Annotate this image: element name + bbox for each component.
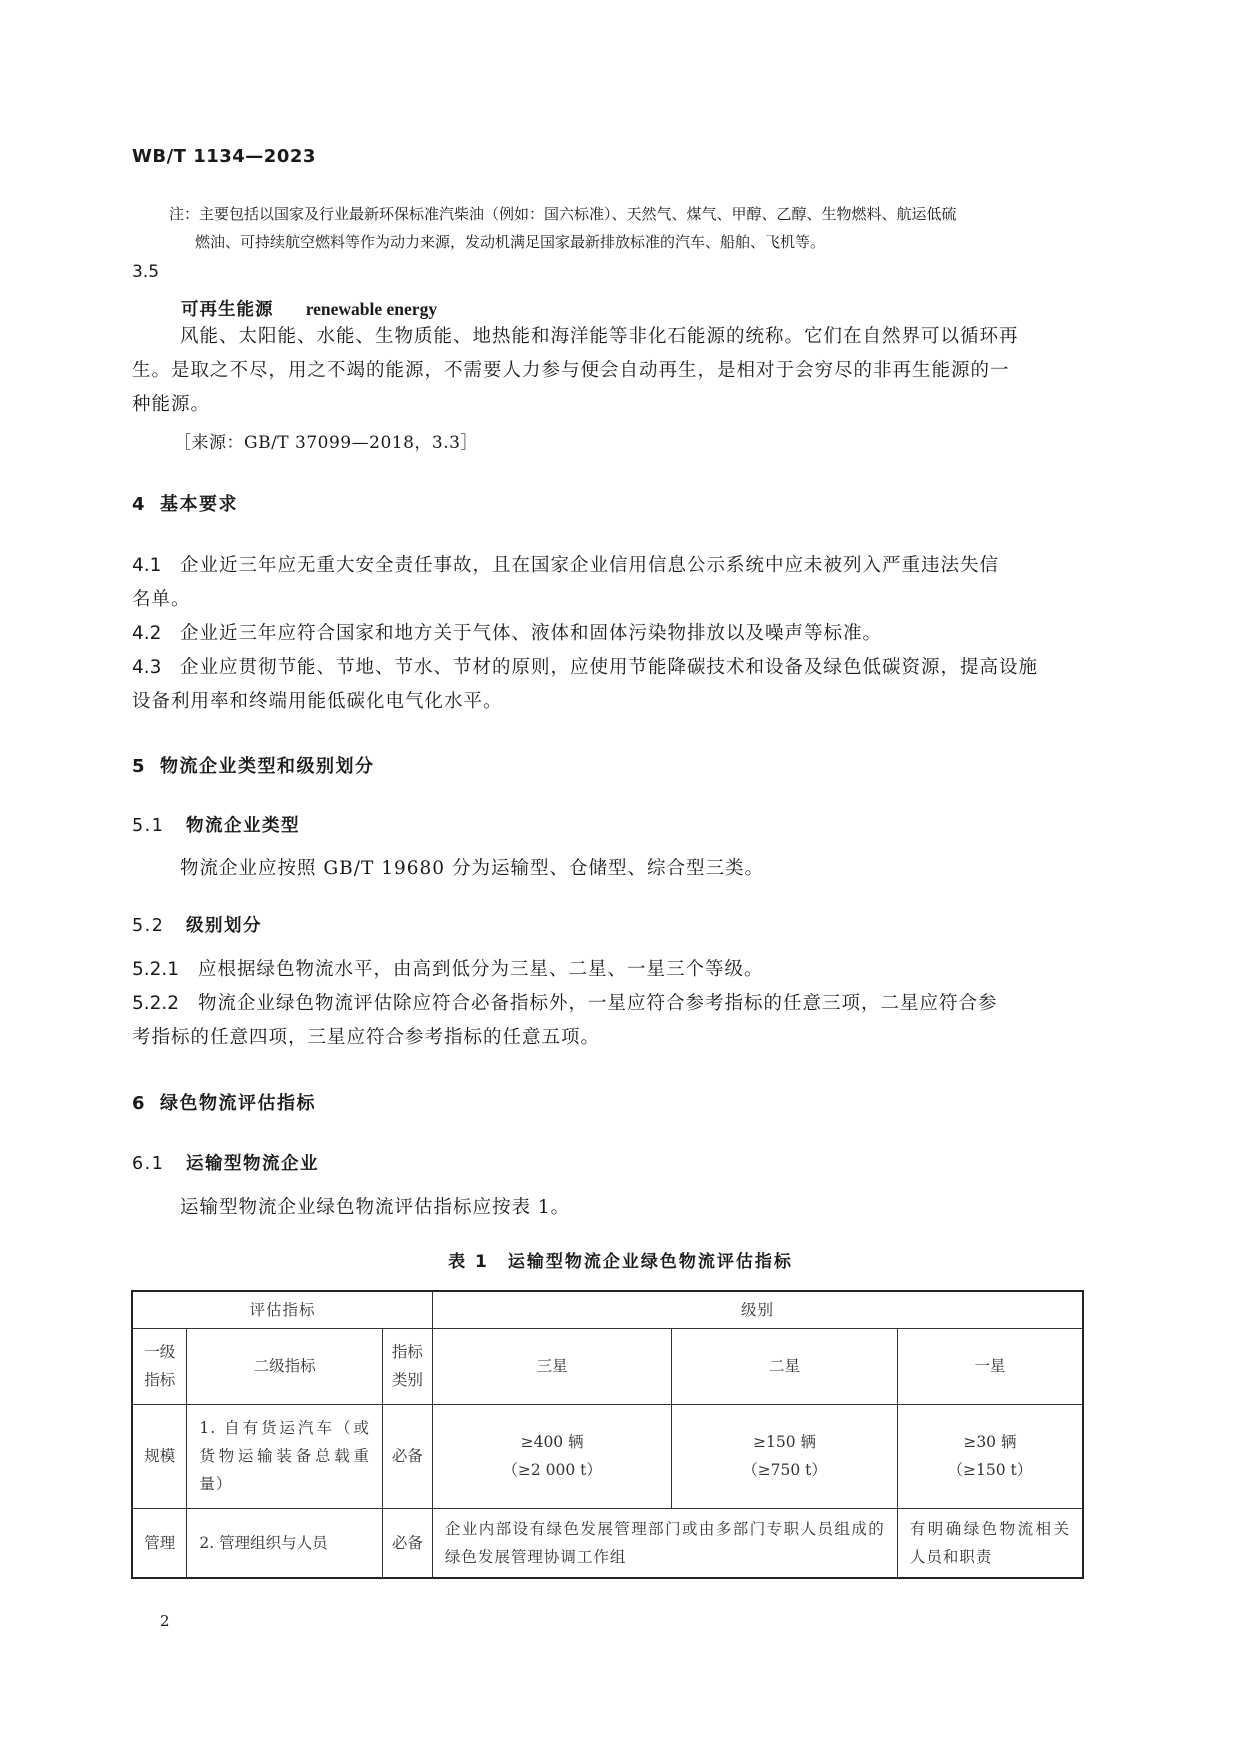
row-mgmt-l2: 2. 管理组织与人员 (187, 1508, 383, 1578)
row-scale-l1: 规模 (132, 1404, 187, 1508)
table-1 (131, 1290, 1084, 1579)
term-heading (181, 296, 437, 321)
section-5-number: 5 (132, 756, 147, 777)
row-scale-type: 必备 (382, 1404, 432, 1508)
section-5-2-number: 5.2 (132, 916, 165, 936)
row-mgmt-l1: 管理 (132, 1508, 187, 1578)
section-6-1-heading (132, 1150, 319, 1175)
clause-4-3-number: 4.3 (132, 657, 162, 678)
note-line-1: 注：主要包括以国家及行业最新环保标准汽柴油（例如：国六标准）、天然气、煤气、甲醇、乙醇、生物燃料、航运低硫 (169, 205, 957, 223)
row-scale-one-star: ≥30 辆 （≥150 t） (897, 1404, 1083, 1508)
clause-4-3 (132, 651, 1088, 719)
clause-4-3-line-2: 设备利用率和终端用能低碳化电气化水平。 (132, 691, 503, 712)
section-5-1-number: 5.1 (132, 816, 165, 836)
clause-5-2-1-number: 5.2.1 (132, 959, 180, 980)
clause-5-2-2-number: 5.2.2 (132, 993, 180, 1014)
row-mgmt-one-star: 有明确绿色物流相关人员和职责 (897, 1508, 1083, 1578)
header-level: 级别 (432, 1291, 1083, 1328)
row-mgmt-three-two-star: 企业内部设有绿色发展管理部门或由多部门专职人员组成的绿色发展管理协调工作组 (432, 1508, 897, 1578)
section-5-1-title: 物流企业类型 (186, 816, 300, 836)
page-number: 2 (160, 1612, 170, 1630)
section-5-heading (132, 752, 375, 778)
section-6-1-number: 6.1 (132, 1154, 165, 1174)
section-6-title: 绿色物流评估指标 (160, 1093, 316, 1114)
term-source: ［来源：GB/T 37099—2018，3.3］ (174, 433, 478, 453)
definition-line-2: 生。是取之不尽，用之不竭的能源，不需要人力参与便会自动再生，是相对于会穷尽的非再生能源的一 (132, 360, 1010, 381)
table-header-row-2 (132, 1328, 1083, 1404)
section-4-number: 4 (132, 494, 147, 515)
section-5-2-heading (132, 912, 262, 937)
clause-4-1-line-1: 企业近三年应无重大安全责任事故，且在国家企业信用信息公示系统中应未被列入严重违法失信 (180, 555, 1000, 576)
clause-5-2-1 (132, 953, 1088, 987)
section-6-number: 6 (132, 1093, 147, 1114)
clause-5-2-2 (132, 987, 1088, 1055)
section-6-heading (132, 1089, 316, 1115)
section-5-title: 物流企业类型和级别划分 (160, 756, 375, 777)
note-block (169, 200, 1089, 256)
definition-line-3: 种能源。 (132, 394, 211, 415)
clause-4-1 (132, 549, 1088, 617)
row-scale-three-star: ≥400 辆 （≥2 000 t） (432, 1404, 671, 1508)
header-two-star: 二星 (672, 1328, 898, 1404)
clause-4-3-line-1: 企业应贯彻节能、节地、节水、节材的原则，应使用节能降碳技术和设备及绿色低碳资源，提高设施 (180, 657, 1039, 678)
row-scale-two-star: ≥150 辆 （≥750 t） (672, 1404, 898, 1508)
row-scale-l2: 1. 自有货运汽车（或货物运输装备总载重量） (187, 1404, 383, 1508)
clause-5-2-1-text: 应根据绿色物流水平，由高到低分为三星、二星、一星三个等级。 (198, 959, 764, 980)
clause-number-3-5: 3.5 (132, 262, 160, 282)
header-one-star: 一星 (897, 1328, 1083, 1404)
term-zh: 可再生能源 (181, 300, 274, 320)
header-level-2-indicator: 二级指标 (187, 1328, 383, 1404)
section-4-heading (132, 490, 238, 516)
table-row (132, 1404, 1083, 1508)
section-5-1-text: 物流企业应按照 GB/T 19680 分为运输型、仓储型、综合型三类。 (180, 858, 764, 879)
section-6-1-title: 运输型物流企业 (186, 1154, 319, 1174)
term-en: renewable energy (305, 299, 438, 319)
note-line-2: 燃油、可持续航空燃料等作为动力来源，发动机满足国家最新排放标准的汽车、船舶、飞机等。 (195, 233, 826, 251)
table-1-title: 表 1 运输型物流企业绿色物流评估指标 (448, 1252, 793, 1272)
clause-4-2 (132, 617, 1088, 651)
row-mgmt-type: 必备 (382, 1508, 432, 1578)
definition-line-1: 风能、太阳能、水能、生物质能、地热能和海洋能等非化石能源的统称。它们在自然界可以循环再 (180, 326, 1019, 347)
header-indicator-type: 指标 类别 (382, 1328, 432, 1404)
header-level-1-indicator: 一级 指标 (132, 1328, 187, 1404)
clause-4-1-number: 4.1 (132, 555, 162, 576)
term-definition (132, 320, 1088, 422)
section-5-1-heading (132, 812, 300, 837)
section-6-1-text: 运输型物流企业绿色物流评估指标应按表 1。 (180, 1197, 571, 1218)
section-5-2-title: 级别划分 (186, 916, 262, 936)
header-eval-indicators: 评估指标 (132, 1291, 432, 1328)
section-4-title: 基本要求 (160, 494, 238, 515)
clause-5-2-2-line-2: 考指标的任意四项，三星应符合参考指标的任意五项。 (132, 1027, 601, 1048)
clause-4-2-text: 企业近三年应符合国家和地方关于气体、液体和固体污染物排放以及噪声等标准。 (180, 623, 883, 644)
document-code: WB/T 1134—2023 (132, 146, 316, 167)
clause-5-2-2-line-1: 物流企业绿色物流评估除应符合必备指标外，一星应符合参考指标的任意三项，二星应符合参 (198, 993, 998, 1014)
header-three-star: 三星 (432, 1328, 671, 1404)
clause-4-2-number: 4.2 (132, 623, 162, 644)
table-row (132, 1508, 1083, 1578)
clause-4-1-line-2: 名单。 (132, 589, 191, 610)
table-header-row-1 (132, 1291, 1083, 1328)
